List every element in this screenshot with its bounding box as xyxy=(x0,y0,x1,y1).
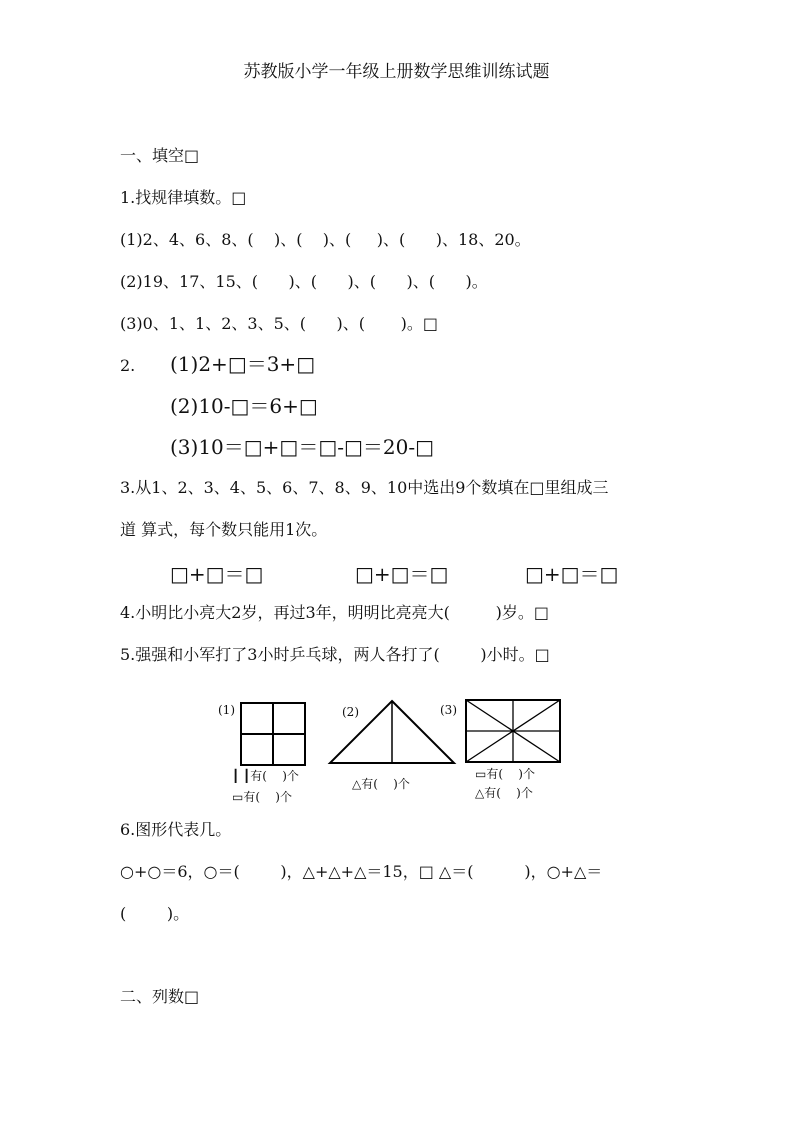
q4-text: 4.小明比小亮大2岁，再过3年，明明比亮亮大( )岁。□ xyxy=(120,603,550,622)
page-title: 苏教版小学一年级上册数学思维训练试题 xyxy=(243,62,550,82)
q2-item-2: (2)10-□＝6+□ xyxy=(170,394,318,418)
q1-item-1: (1)2、4、6、8、( )、( )、( )、( )、18、20。 xyxy=(120,230,531,249)
q3-line1: 3.从1、2、3、4、5、6、7、8、9、10中选出9个数填在□里组成三 xyxy=(120,478,609,497)
q3-line2: 道 算式，每个数只能用1次。 xyxy=(120,520,328,539)
q1-stem: 1.找规律填数。□ xyxy=(120,188,247,207)
figure3-label: (3) xyxy=(440,703,457,717)
q2-number: 2. xyxy=(120,356,136,375)
section2-heading: 二、列数□ xyxy=(120,987,200,1006)
q2-item-3: (3)10＝□+□＝□-□＝20-□ xyxy=(170,435,434,459)
figure1-caption-2: ▭有( )个 xyxy=(232,790,292,804)
q1-item-3: (3)0、1、1、2、3、5、( )、( )。□ xyxy=(120,314,438,333)
figure1-label: (1) xyxy=(218,703,235,717)
q6-line1: ○+○＝6，○＝( )，△+△+△＝15，□ △＝( )，○+△＝ xyxy=(120,862,603,881)
q3-equation-1: □+□＝□ xyxy=(170,562,264,586)
q6-stem: 6.图形代表几。 xyxy=(120,820,232,839)
q5-text: 5.强强和小军打了3小时乒乓球，两人各打了( )小时。□ xyxy=(120,645,550,664)
figure1-caption-1: ┃ ┃有( )个 xyxy=(232,769,299,783)
q3-equation-3: □+□＝□ xyxy=(525,562,619,586)
figure1-grid-square xyxy=(240,702,306,766)
figure2-triangle xyxy=(328,699,456,765)
figure3-rectangle xyxy=(465,699,561,763)
q6-line2: ( )。 xyxy=(120,904,190,923)
figure3-caption-2: △有( )个 xyxy=(475,786,533,800)
q1-item-2: (2)19、17、15、( )、( )、( )、( )。 xyxy=(120,272,488,291)
q2-item-1: (1)2+□＝3+□ xyxy=(170,352,316,376)
figure2-label: (2) xyxy=(342,705,359,719)
section1-heading: 一、填空□ xyxy=(120,146,200,165)
q3-equation-2: □+□＝□ xyxy=(355,562,449,586)
figure3-caption-1: ▭有( )个 xyxy=(475,767,535,781)
figure2-caption-1: △有( )个 xyxy=(352,777,410,791)
